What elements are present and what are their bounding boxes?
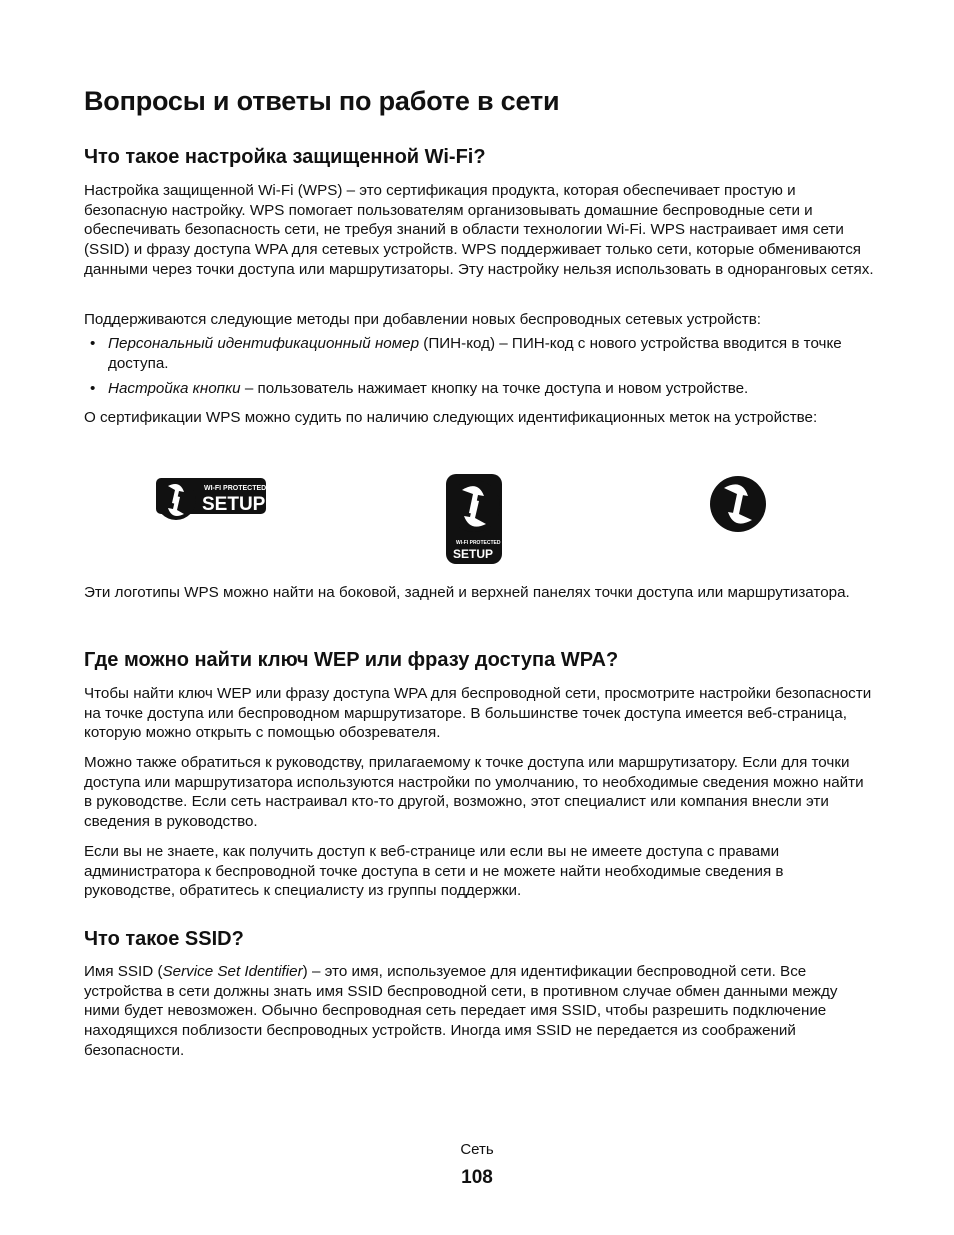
- bullet-emphasis: Персональный идентификационный номер: [108, 335, 420, 352]
- list-item: [84, 334, 874, 373]
- paragraph: [84, 962, 874, 1061]
- bullet-text: – пользователь нажимает кнопку на точке доступа и новом устройстве.: [240, 380, 749, 397]
- paragraph: Чтобы найти ключ WEP или фразу доступа WPA для беспроводной сети, просмотрите настройки безопасности на точке доступа или беспроводном маршрутизаторе. В большинстве точек доступа имеется веб-страница, которую можно открыть с помощью обозревателя.: [84, 685, 872, 742]
- text-run: ) – это имя, используемое для идентификации беспроводной сети. Все устройства в сети должны знать имя SSID беспроводной сети, в противном случае обмен данными между ними будет невозможен. Обычно беспроводная сеть передает имя SSID, чтобы разрешить подключение находящихся поблизости беспроводных устройств. Иногда имя SSID не передается из соображений безопасности.: [84, 963, 838, 1059]
- text-run: Имя SSID (: [84, 963, 163, 980]
- paragraph: Можно также обратиться к руководству, прилагаемому к точке доступа или маршрутизатору. Если для точки доступа или маршрутизатора используются настройки по умолчанию, то необходимые сведения можно найти в руководстве. Если сеть настраивал кто-то другой, возможно, этот специалист или компания внесли эти сведения в руководство.: [84, 754, 864, 831]
- paragraph: О сертификации WPS можно судить по наличию следующих идентификационных меток на устройстве:: [84, 409, 818, 426]
- paragraph: Поддерживаются следующие методы при добавлении новых беспроводных сетевых устройств:: [84, 311, 761, 328]
- wps-logo-vertical: [444, 472, 506, 566]
- text-emphasis: Service Set Identifier: [162, 963, 303, 980]
- section-heading-wps: Что такое настройка защищенной Wi-Fi?: [84, 146, 486, 168]
- paragraph: Эти логотипы WPS можно найти на боковой, задней и верхней панелях точки доступа или маршрутизатора.: [84, 584, 850, 601]
- list-item: [84, 379, 874, 399]
- section-heading-ssid: Что такое SSID?: [84, 928, 244, 950]
- footer-section-label: Сеть: [460, 1141, 494, 1158]
- paragraph: Если вы не знаете, как получить доступ к веб-странице или если вы не имеете доступа с правами администратора к беспроводной точке доступа в сети и не можете найти необходимые сведения в руководстве, обратитесь к специалисту из группы поддержки.: [84, 843, 784, 900]
- logo-brand-small: WI-FI PROTECTED: [456, 540, 501, 546]
- wps-logo-horizontal: [154, 474, 270, 526]
- bullet-dot: •: [90, 380, 96, 397]
- logo-brand-large: SETUP: [453, 547, 494, 561]
- bullet-emphasis: Настройка кнопки: [108, 380, 241, 397]
- page-number: 108: [461, 1167, 493, 1188]
- page-title: Вопросы и ответы по работе в сети: [84, 86, 560, 116]
- section-heading-wep-wpa: Где можно найти ключ WEP или фразу доступа WPA?: [84, 649, 619, 671]
- wps-logo-icon: [708, 474, 768, 534]
- bullet-dot: •: [90, 335, 96, 352]
- paragraph: Настройка защищенной Wi-Fi (WPS) – это сертификация продукта, которая обеспечивает простую и безопасную настройку. WPS помогает пользователям организовывать домашние беспроводные сети и обеспечивать безопасность сети, не требуя знаний в области технологии Wi-Fi. WPS настраивает имя сети (SSID) и фразу доступа WPA для сетевых устройств. WPS поддерживает только сети, которые обмениваются данными через точки доступа или маршрутизаторы. Эту настройку нельзя использовать в одноранговых сетях.: [84, 182, 874, 278]
- logo-brand-small: WI-FI PROTECTED: [204, 485, 267, 492]
- bullet-text: (ПИН-код) – ПИН-код с нового устройства вводится в точке доступа.: [108, 335, 842, 372]
- logo-brand-large: SETUP: [202, 494, 266, 515]
